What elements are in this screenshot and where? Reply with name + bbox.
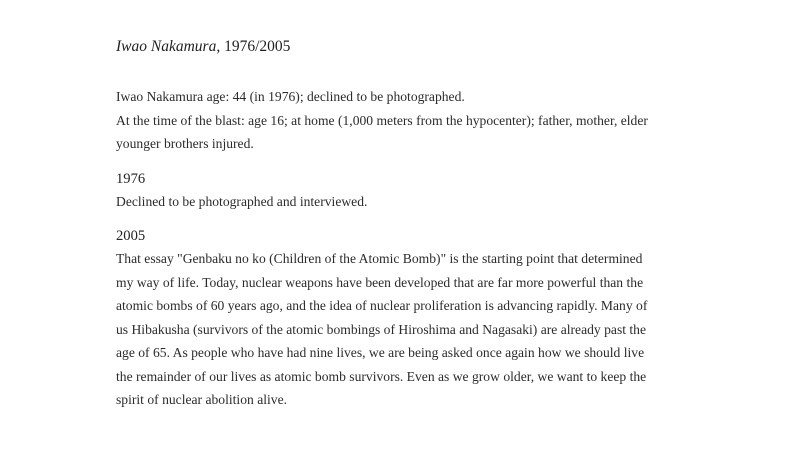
document-page — [116, 36, 800, 424]
section-line: my way of life. Today, nuclear weapons have been developed that are far more powerful than the — [116, 274, 644, 290]
section-line: atomic bombs of 60 years ago, and the idea of nuclear proliferation is advancing rapidly. Many of — [116, 298, 648, 313]
title-person-name: Iwao Nakamura, — [116, 38, 221, 55]
title-years: 1976/2005 — [220, 38, 291, 55]
intro-paragraph — [116, 85, 800, 156]
section-line: That essay "Genbaku no ko (Children of the Atomic Bomb)" is the starting point that determined — [116, 251, 643, 266]
section-line: Declined to be photographed and interviewed. — [116, 193, 368, 209]
intro-line: Iwao Nakamura age: 44 (in 1976); declined to be photographed. — [116, 89, 465, 104]
section-line: spirit of nuclear abolition alive. — [116, 392, 288, 407]
section-line: the remainder of our lives as atomic bomb survivors. Even as we grow older, we want to keep the — [116, 368, 647, 384]
section-2005 — [116, 225, 800, 412]
section-heading: 1976 — [116, 170, 146, 187]
intro-line: younger brothers injured. — [116, 136, 254, 151]
section-line: age of 65. As people who have had nine lives, we are being asked once again how we should live — [116, 345, 645, 360]
intro-line: At the time of the blast: age 16; at home (1,000 meters from the hypocenter); father, mother, elder — [116, 112, 648, 128]
section-heading: 2005 — [116, 228, 146, 244]
document-title — [116, 36, 800, 58]
section-1976 — [116, 168, 800, 214]
section-line: us Hibakusha (survivors of the atomic bombings of Hiroshima and Nagasaki) are already past the — [116, 321, 647, 337]
